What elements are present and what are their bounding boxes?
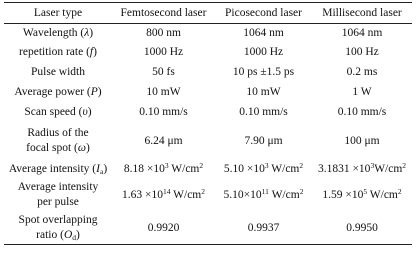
row-label-subscript: d	[72, 233, 76, 242]
table-cell	[112, 105, 215, 120]
table-cell	[112, 221, 215, 236]
cell-value: 0.9937	[247, 221, 280, 234]
row-label-symbol: λ	[84, 27, 90, 39]
cell-unit: W/cm	[268, 188, 300, 201]
cell-unit-exponent: 2	[397, 186, 402, 196]
cell-unit: W/cm	[374, 162, 403, 175]
cell-value: 1064 nm	[341, 27, 383, 39]
table-row	[4, 122, 412, 160]
table-cell	[215, 221, 312, 236]
row-label-text: Scan speed (	[24, 105, 83, 118]
row-label-text: ratio (	[36, 229, 64, 241]
table-row	[4, 43, 412, 62]
table-cell	[112, 134, 215, 149]
table-cell	[112, 45, 215, 60]
table-cell	[215, 188, 312, 203]
row-label	[4, 162, 112, 177]
row-label	[4, 105, 112, 120]
cell-unit-exponent: 2	[299, 160, 304, 170]
row-label	[4, 213, 112, 243]
cell-exponent: 5	[363, 186, 368, 196]
row-label-text: Average power (	[14, 86, 91, 98]
row-label-close: )	[103, 162, 108, 175]
cell-value: 1.63 ×10	[121, 188, 163, 201]
table-cell	[312, 221, 412, 236]
table-cell	[112, 85, 215, 100]
table-row	[4, 83, 412, 102]
cell-value: 10 mW	[246, 86, 281, 98]
cell-exponent: 3	[370, 160, 375, 170]
cell-value: 5.10×10	[223, 188, 262, 201]
cell-value: 8.18 ×10	[123, 162, 165, 175]
table-cell	[112, 65, 215, 80]
cell-value: 3.1831 ×10	[317, 162, 371, 175]
row-label-symbol: P	[90, 86, 98, 98]
table-cell	[215, 45, 312, 60]
cell-value: 100 Hz	[345, 46, 379, 58]
row-label	[4, 85, 112, 100]
cell-value: 10 ps ±1.5 ps	[232, 66, 295, 78]
cell-value: 100 μm	[344, 134, 380, 147]
table-row	[4, 102, 412, 122]
laser-parameters-table	[4, 2, 412, 245]
table-row	[4, 212, 412, 244]
cell-value: 1064 nm	[243, 27, 284, 39]
cell-value: 0.9950	[346, 221, 378, 234]
cell-exponent: 11	[261, 186, 269, 196]
table-cell	[215, 26, 312, 41]
table-cell	[215, 65, 312, 80]
cell-value: 0.10 mm/s	[239, 105, 288, 118]
row-label-symbol: υ	[82, 105, 88, 118]
row-label-symbol: I	[96, 162, 100, 175]
cell-unit: W/cm	[170, 188, 202, 201]
row-label-text: Wavelength (	[22, 27, 85, 39]
row-label-close: )	[86, 142, 90, 154]
table-row	[4, 160, 412, 178]
row-label-text: Average intensity (	[8, 162, 97, 175]
cell-exponent: 3	[264, 160, 269, 170]
row-label	[4, 180, 112, 210]
header-laser-type: Laser type	[33, 6, 83, 19]
cell-value: 7.90 μm	[244, 134, 283, 147]
row-label-text: per pulse	[37, 196, 79, 208]
cell-unit: W/cm	[367, 188, 398, 201]
row-label-symbol: ω	[77, 142, 86, 154]
row-label-line1: Spot overlapping	[18, 214, 98, 226]
table-row	[4, 62, 412, 83]
row-label-symbol: f	[89, 46, 94, 58]
cell-unit-exponent: 2	[199, 160, 204, 170]
header-millisecond: Millisecond laser	[322, 6, 402, 19]
cell-unit-exponent: 2	[402, 160, 407, 170]
table-cell	[312, 65, 412, 80]
row-label-symbol: O	[63, 229, 73, 241]
cell-value: 6.24 μm	[144, 134, 183, 147]
row-label-close: )	[87, 105, 92, 118]
table-cell	[215, 134, 312, 149]
cell-value: 1.59 ×10	[322, 188, 364, 201]
row-label-text: Pulse width	[31, 66, 85, 78]
row-label	[4, 26, 112, 41]
cell-value: 1 W	[352, 86, 372, 98]
row-label-close: )	[97, 86, 102, 98]
row-label-subscript: a	[99, 166, 104, 176]
cell-value: 5.10 ×10	[223, 162, 265, 175]
cell-value: 10 mW	[146, 86, 181, 98]
cell-value: 1000 Hz	[143, 46, 184, 58]
cell-unit-exponent: 2	[299, 186, 304, 196]
table-cell	[215, 105, 312, 120]
table-row	[4, 178, 412, 212]
row-label-close: )	[76, 229, 80, 241]
cell-unit: W/cm	[268, 162, 300, 175]
cell-unit: W/cm	[168, 162, 200, 175]
table-body	[4, 24, 412, 244]
table-cell	[112, 26, 215, 41]
row-label-line1: Average intensity	[17, 181, 99, 193]
cell-value: 0.2 ms	[346, 66, 378, 78]
table-cell	[215, 85, 312, 100]
row-label-line1: Radius of the	[27, 127, 89, 139]
row-label-text: focal spot (	[26, 142, 78, 154]
cell-exponent: 3	[164, 160, 169, 170]
table-cell	[112, 188, 215, 203]
cell-value: 0.10 mm/s	[139, 105, 188, 118]
cell-exponent: 14	[162, 186, 171, 196]
row-label	[4, 45, 112, 60]
header-femtosecond: Femtosecond laser	[120, 6, 207, 19]
table-cell	[312, 134, 412, 149]
cell-unit-exponent: 2	[201, 186, 206, 196]
cell-value: 0.9920	[147, 221, 180, 234]
row-label-text: repetition rate (	[19, 46, 90, 58]
cell-value: 50 fs	[152, 66, 175, 78]
row-label-close: )	[89, 27, 94, 39]
table-header-row	[4, 3, 412, 24]
table-cell	[312, 162, 412, 177]
cell-value: 1000 Hz	[243, 46, 284, 58]
row-label	[4, 65, 112, 80]
table-cell	[215, 162, 312, 177]
table-cell	[312, 26, 412, 41]
row-label-close: )	[93, 46, 97, 58]
table-cell	[312, 188, 412, 203]
table-cell	[312, 45, 412, 60]
row-label	[4, 126, 112, 156]
cell-value: 800 nm	[146, 27, 181, 39]
table-row	[4, 24, 412, 43]
cell-value: 0.10 mm/s	[337, 105, 387, 118]
table-cell	[312, 105, 412, 120]
table-cell	[312, 85, 412, 100]
header-picosecond: Picosecond laser	[225, 6, 302, 19]
table-cell	[112, 162, 215, 177]
